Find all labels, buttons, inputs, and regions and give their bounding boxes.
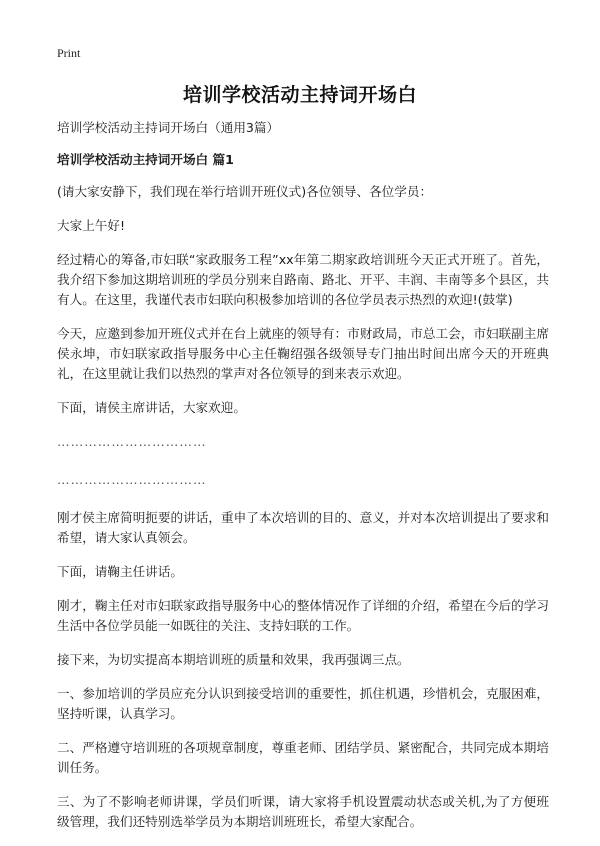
paragraph: (请大家安静下，我们现在举行培训开班仪式)各位领导、各位学员： bbox=[57, 184, 433, 199]
paragraph: 二、严格遵守培训班的各项规章制度，尊重老师、团结学员、紧密配合，共同完成本期培训任务。 bbox=[57, 740, 549, 775]
ellipsis-line: …………………………… bbox=[57, 472, 207, 487]
paragraph: 三、为了不影响老师讲课，学员们听课，请大家将手机设置震动状态或关机,为了方便班级管理，我们还特别选举学员为本期培训班班长，希望大家配合。 bbox=[57, 794, 549, 829]
document-subtitle: 培训学校活动主持词开场白（通用3篇） bbox=[57, 120, 280, 135]
document-body bbox=[57, 118, 549, 846]
print-link[interactable]: Print bbox=[57, 46, 81, 60]
ellipsis-line: …………………………… bbox=[57, 434, 207, 449]
paragraph: 接下来，为切实提高本期培训班的质量和效果，我再强调三点。 bbox=[57, 652, 410, 667]
paragraph: 下面，请侯主席讲话，大家欢迎。 bbox=[57, 400, 246, 415]
paragraph: 一、参加培训的学员应充分认识到接受培训的重要性，抓住机遇，珍惜机会，克服困难，坚持听课，认真学习。 bbox=[57, 686, 549, 721]
section-heading: 培训学校活动主持词开场白 篇1 bbox=[57, 152, 234, 167]
paragraph: 下面，请鞠主任讲话。 bbox=[57, 564, 183, 579]
paragraph: 经过精心的筹备,市妇联“家政服务工程”xx年第二期家政培训班今天正式开班了。首先，我介绍下参加这期培训班的学员分别来自路南、路北、开平、丰润、丰南等多个县区，共有人。在这里，我谨代表市妇联向积极参加培训的各位学员表示热烈的欢迎!(鼓掌) bbox=[57, 252, 549, 307]
paragraph: 刚才侯主席简明扼要的讲话，重申了本次培训的目的、意义，并对本次培训提出了要求和希望，请大家认真领会。 bbox=[57, 510, 549, 545]
paragraph: 今天，应邀到参加开班仪式并在台上就座的领导有：市财政局，市总工会，市妇联副主席侯永坤，市妇联家政指导服务中心主任鞠绍强各级领导专门抽出时间出席今天的开班典礼，在这里就让我们以热烈的掌声对各位领导的到来表示欢迎。 bbox=[57, 326, 549, 381]
paragraph: 大家上午好! bbox=[57, 218, 126, 233]
paragraph: 刚才，鞠主任对市妇联家政指导服务中心的整体情况作了详细的介绍，希望在今后的学习生活中各位学员能一如既往的关注、支持妇联的工作。 bbox=[57, 598, 549, 633]
page-title: 培训学校活动主持词开场白 bbox=[182, 84, 417, 106]
